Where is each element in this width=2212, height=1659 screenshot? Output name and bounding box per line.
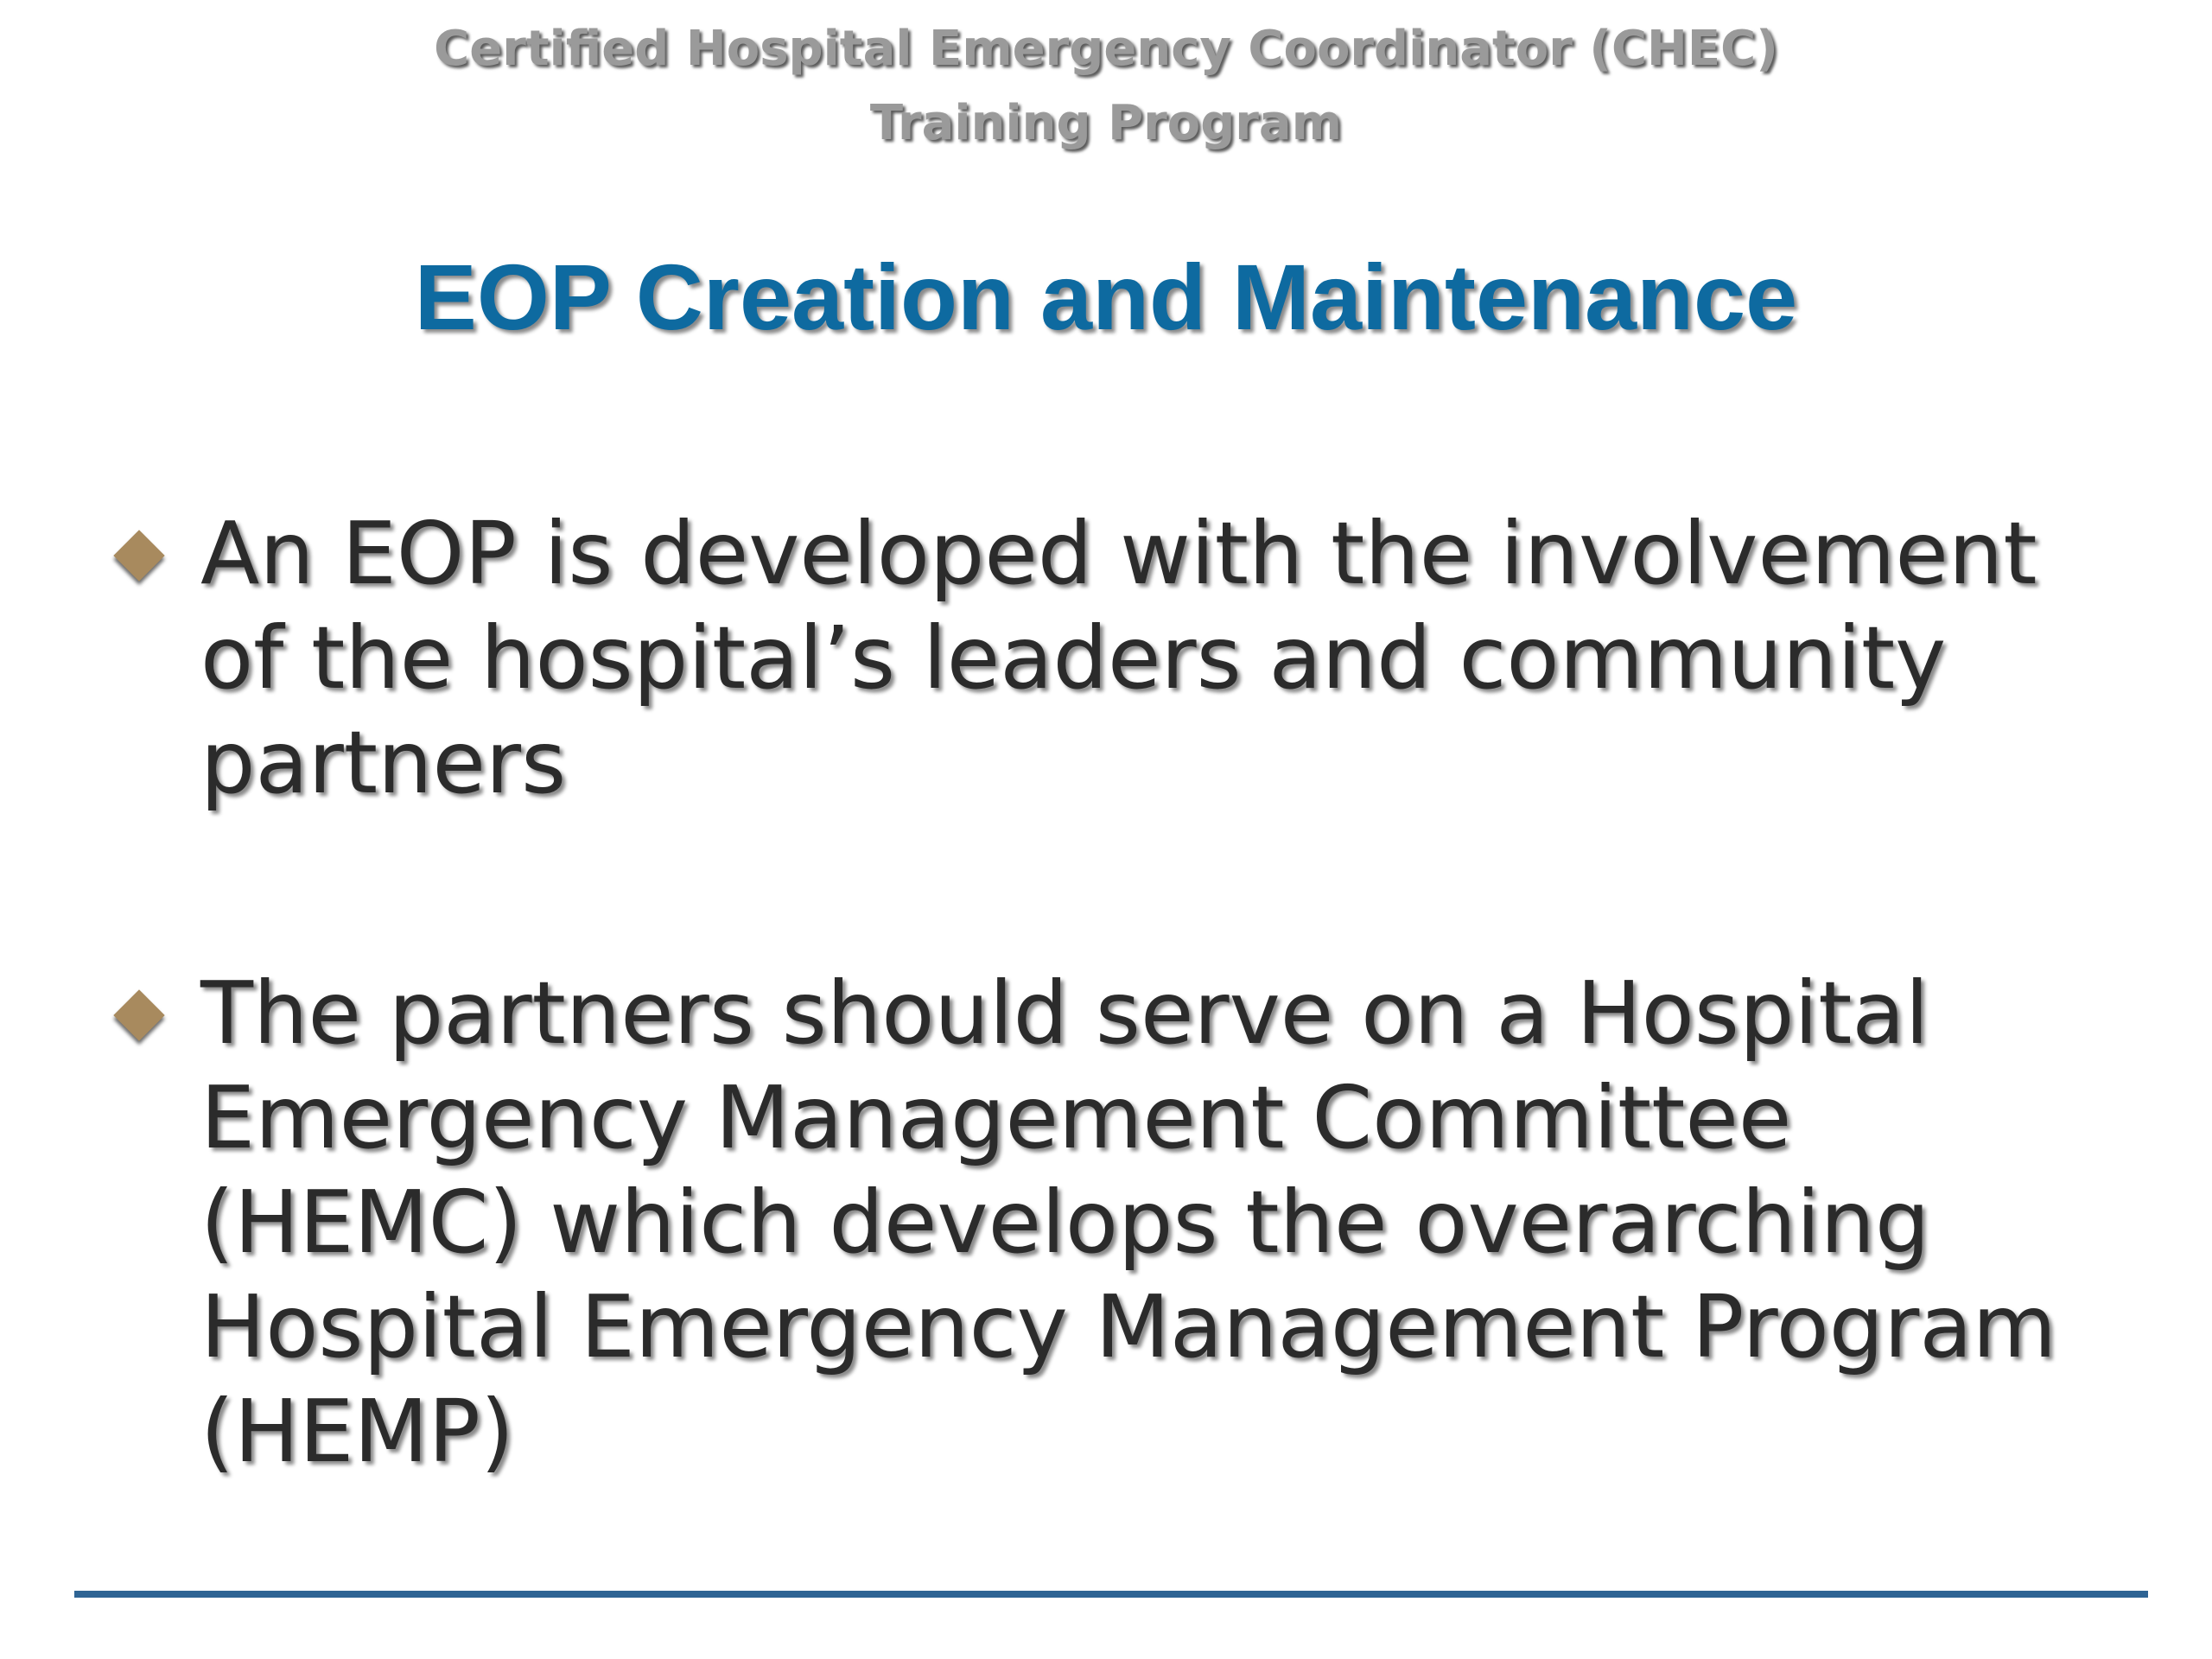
- bullet-line: An EOP is developed with the involvement: [200, 503, 2037, 604]
- bullet-text: [200, 961, 2127, 1484]
- bullet-line: (HEMP): [200, 1381, 514, 1482]
- slide-title: EOP Creation and Maintenance: [414, 245, 1798, 349]
- footer-divider: [74, 1591, 2148, 1598]
- header-line-1: Certified Hospital Emergency Coordinator (CHEC): [434, 21, 1778, 77]
- bullet-line: of the hospital’s leaders and community: [200, 607, 1947, 709]
- diamond-bullet-icon: [113, 530, 164, 581]
- bullet-line: (HEMC) which develops the overarching: [200, 1172, 1930, 1273]
- bullet-line: Emergency Management Committee: [200, 1067, 1792, 1168]
- header-line-2: Training Program: [869, 95, 1343, 151]
- diamond-bullet-icon: [113, 989, 164, 1040]
- bullet-text: [200, 501, 2127, 815]
- bullet-line: partners: [200, 712, 567, 813]
- bullet-line: Hospital Emergency Management Program: [200, 1276, 2057, 1377]
- bullet-line: The partners should serve on a Hospital: [200, 963, 1929, 1064]
